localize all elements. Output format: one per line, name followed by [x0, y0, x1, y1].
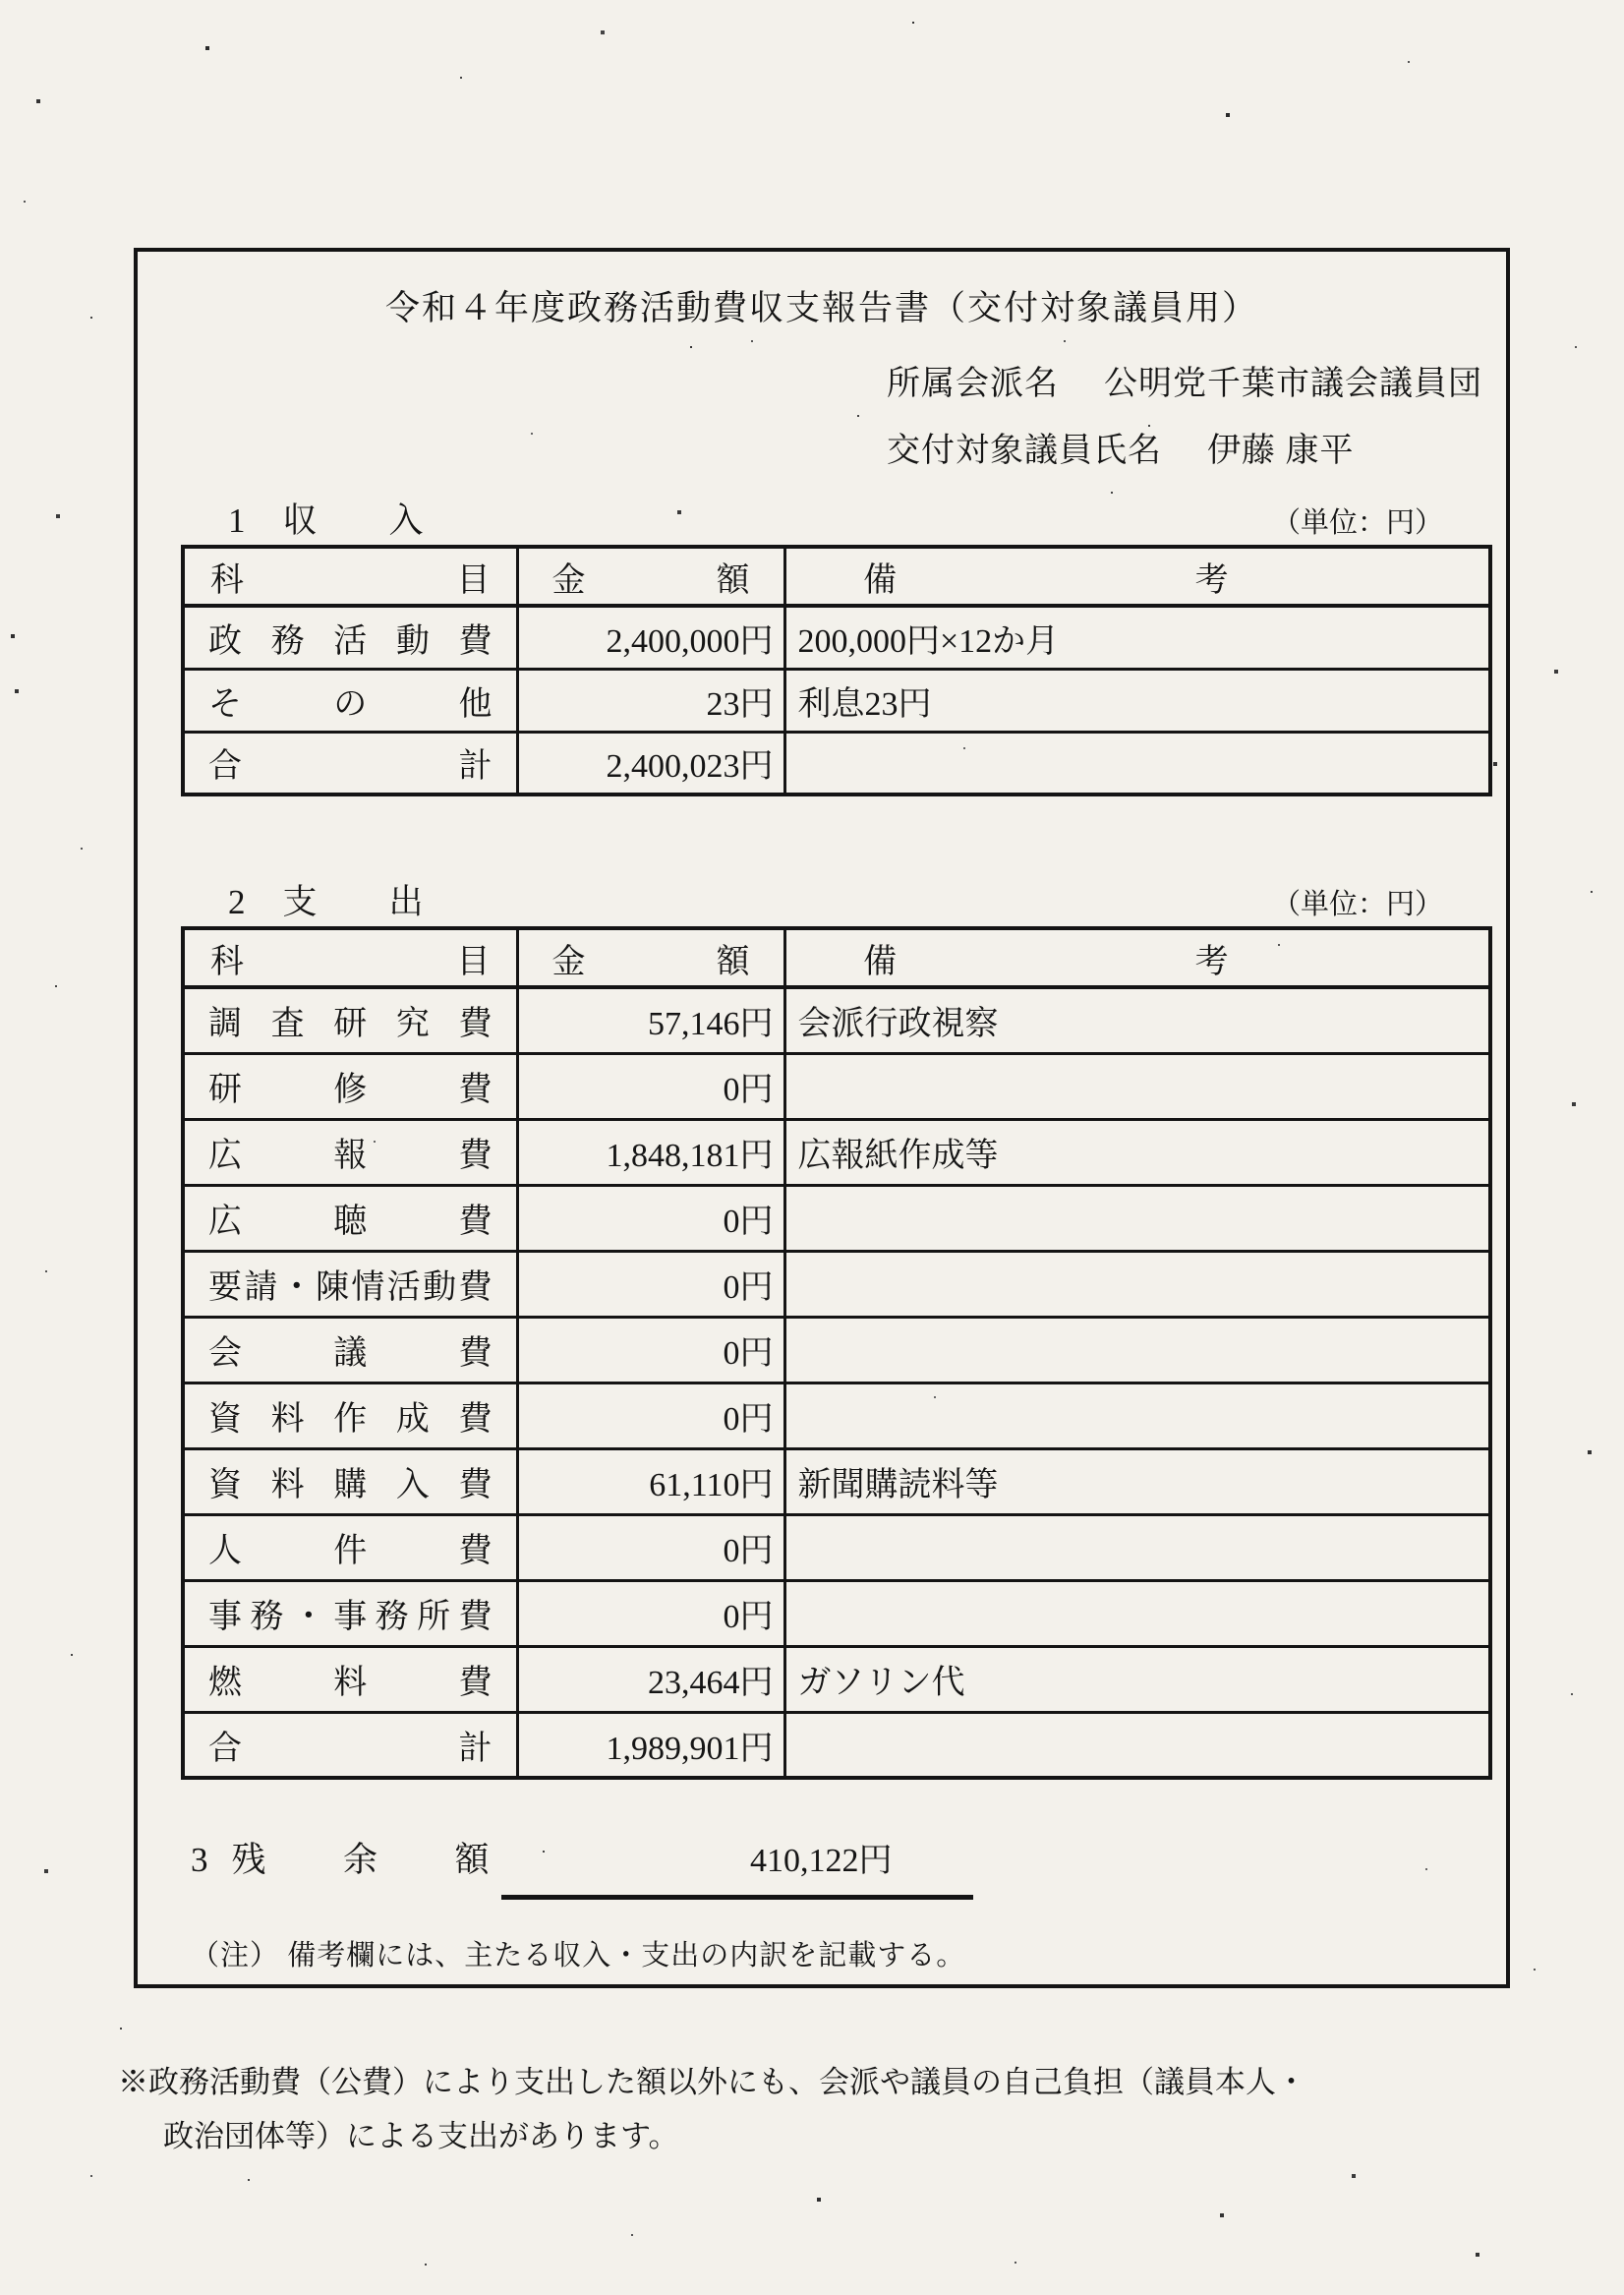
item-cell: 合計 — [183, 1712, 517, 1778]
table-row — [183, 1317, 1490, 1383]
report-sheet — [134, 248, 1510, 1988]
table-row — [183, 732, 1490, 794]
income-header-item: 科目 — [183, 547, 517, 606]
amount-cell: 23,464円 — [517, 1646, 784, 1712]
expense-header-amount: 金額 — [517, 928, 784, 987]
note-cell: 新聞購読料等 — [784, 1448, 1490, 1514]
amount-cell: 0円 — [517, 1251, 784, 1317]
footnote-line-1: ※政務活動費（公費）により支出した額以外にも、会派や議員の自己負担（議員本人・ — [118, 2065, 1306, 2099]
amount-cell: 0円 — [517, 1185, 784, 1251]
income-table — [181, 545, 1492, 796]
note-cell: 利息23円 — [784, 669, 1490, 732]
item-cell: 会議費 — [183, 1317, 517, 1383]
income-section-heading-row — [228, 494, 1443, 543]
expense-section-title: 支 出 — [282, 883, 425, 921]
expense-unit-note: （単位：円） — [1271, 889, 1443, 920]
table-row — [183, 1251, 1490, 1317]
table-row — [183, 1119, 1490, 1185]
note-cell — [784, 1383, 1490, 1448]
item-cell: 要請・陳情活動費 — [183, 1251, 517, 1317]
income-section-title: 収 入 — [282, 501, 425, 540]
table-row — [183, 1185, 1490, 1251]
amount-cell: 0円 — [517, 1580, 784, 1646]
expense-header-note — [784, 928, 1490, 987]
table-row — [183, 1646, 1490, 1712]
amount-cell: 0円 — [517, 1383, 784, 1448]
affiliation-label: 所属会派名 — [887, 366, 1059, 402]
expense-header-note-label: 備考 — [863, 943, 1229, 980]
amount-cell: 61,110円 — [517, 1448, 784, 1514]
income-section-heading — [228, 494, 425, 543]
table-row — [183, 1712, 1490, 1778]
item-cell: 燃料費 — [183, 1646, 517, 1712]
item-cell: 政務活動費 — [183, 606, 517, 669]
balance-label: 残余額 — [231, 1841, 490, 1879]
table-row — [183, 669, 1490, 732]
table-row — [183, 1053, 1490, 1119]
note-cell: 200,000円×12か月 — [784, 606, 1490, 669]
income-header-amount: 金額 — [517, 547, 784, 606]
expense-section-heading — [228, 875, 425, 924]
item-cell: 広報費 — [183, 1119, 517, 1185]
table-row — [183, 1448, 1490, 1514]
table-row — [183, 1514, 1490, 1580]
amount-cell: 1,989,901円 — [517, 1712, 784, 1778]
item-cell: その他 — [183, 669, 517, 732]
affiliation-value: 公明党千葉市議会議員団 — [1104, 366, 1482, 402]
income-header-note — [784, 547, 1490, 606]
note-cell — [784, 1317, 1490, 1383]
amount-cell: 57,146円 — [517, 987, 784, 1053]
note-cell — [784, 1185, 1490, 1251]
balance-amount: 410,122円 — [501, 1833, 973, 1900]
amount-cell: 2,400,023円 — [517, 732, 784, 794]
table-row — [183, 1383, 1490, 1448]
income-unit-note: （単位：円） — [1271, 507, 1443, 539]
table-row — [183, 606, 1490, 669]
item-cell: 研修費 — [183, 1053, 517, 1119]
item-cell: 資料作成費 — [183, 1383, 517, 1448]
amount-cell: 1,848,181円 — [517, 1119, 784, 1185]
member-label: 交付対象議員氏名 — [887, 433, 1162, 469]
page-title: 令和４年度政務活動費収支報告書（交付対象議員用） — [384, 289, 1258, 327]
income-header-row — [183, 547, 1490, 606]
bottom-footnote — [118, 2057, 1534, 2155]
member-value: 伊藤 康平 — [1207, 433, 1355, 469]
note-cell: ガソリン代 — [784, 1646, 1490, 1712]
note-cell: 会派行政視察 — [784, 987, 1490, 1053]
item-cell: 事務・事務所費 — [183, 1580, 517, 1646]
expense-header-item: 科目 — [183, 928, 517, 987]
amount-cell: 23円 — [517, 669, 784, 732]
expense-section-number: 2 — [228, 883, 246, 921]
balance-row — [191, 1833, 1506, 1900]
signer-block — [887, 356, 1506, 470]
note-cell — [784, 732, 1490, 794]
item-cell: 人件費 — [183, 1514, 517, 1580]
amount-cell: 0円 — [517, 1317, 784, 1383]
expense-section-heading-row — [228, 875, 1443, 924]
item-cell: 資料購入費 — [183, 1448, 517, 1514]
note-cell — [784, 1053, 1490, 1119]
income-section-number: 1 — [228, 501, 246, 540]
amount-cell: 2,400,000円 — [517, 606, 784, 669]
item-cell: 調査研究費 — [183, 987, 517, 1053]
affiliation-row — [887, 356, 1506, 403]
expense-header-row — [183, 928, 1490, 987]
note-cell — [784, 1514, 1490, 1580]
note-cell — [784, 1712, 1490, 1778]
expense-table — [181, 926, 1492, 1780]
amount-cell: 0円 — [517, 1053, 784, 1119]
amount-cell: 0円 — [517, 1514, 784, 1580]
note-cell: 広報紙作成等 — [784, 1119, 1490, 1185]
footnote-line-2: 政治団体等）による支出があります。 — [163, 2119, 679, 2153]
table-row — [183, 987, 1490, 1053]
note-cell — [784, 1251, 1490, 1317]
income-header-note-label: 備考 — [863, 561, 1229, 599]
table-row — [183, 1580, 1490, 1646]
note-cell — [784, 1580, 1490, 1646]
item-cell: 広聴費 — [183, 1185, 517, 1251]
balance-section-number: 3 — [191, 1841, 208, 1879]
scan-noise — [0, 0, 2, 2]
item-cell: 合計 — [183, 732, 517, 794]
remarks-note: （注） 備考欄には、主たる収入・支出の内訳を記載する。 — [191, 1940, 966, 1971]
member-row — [887, 423, 1506, 470]
